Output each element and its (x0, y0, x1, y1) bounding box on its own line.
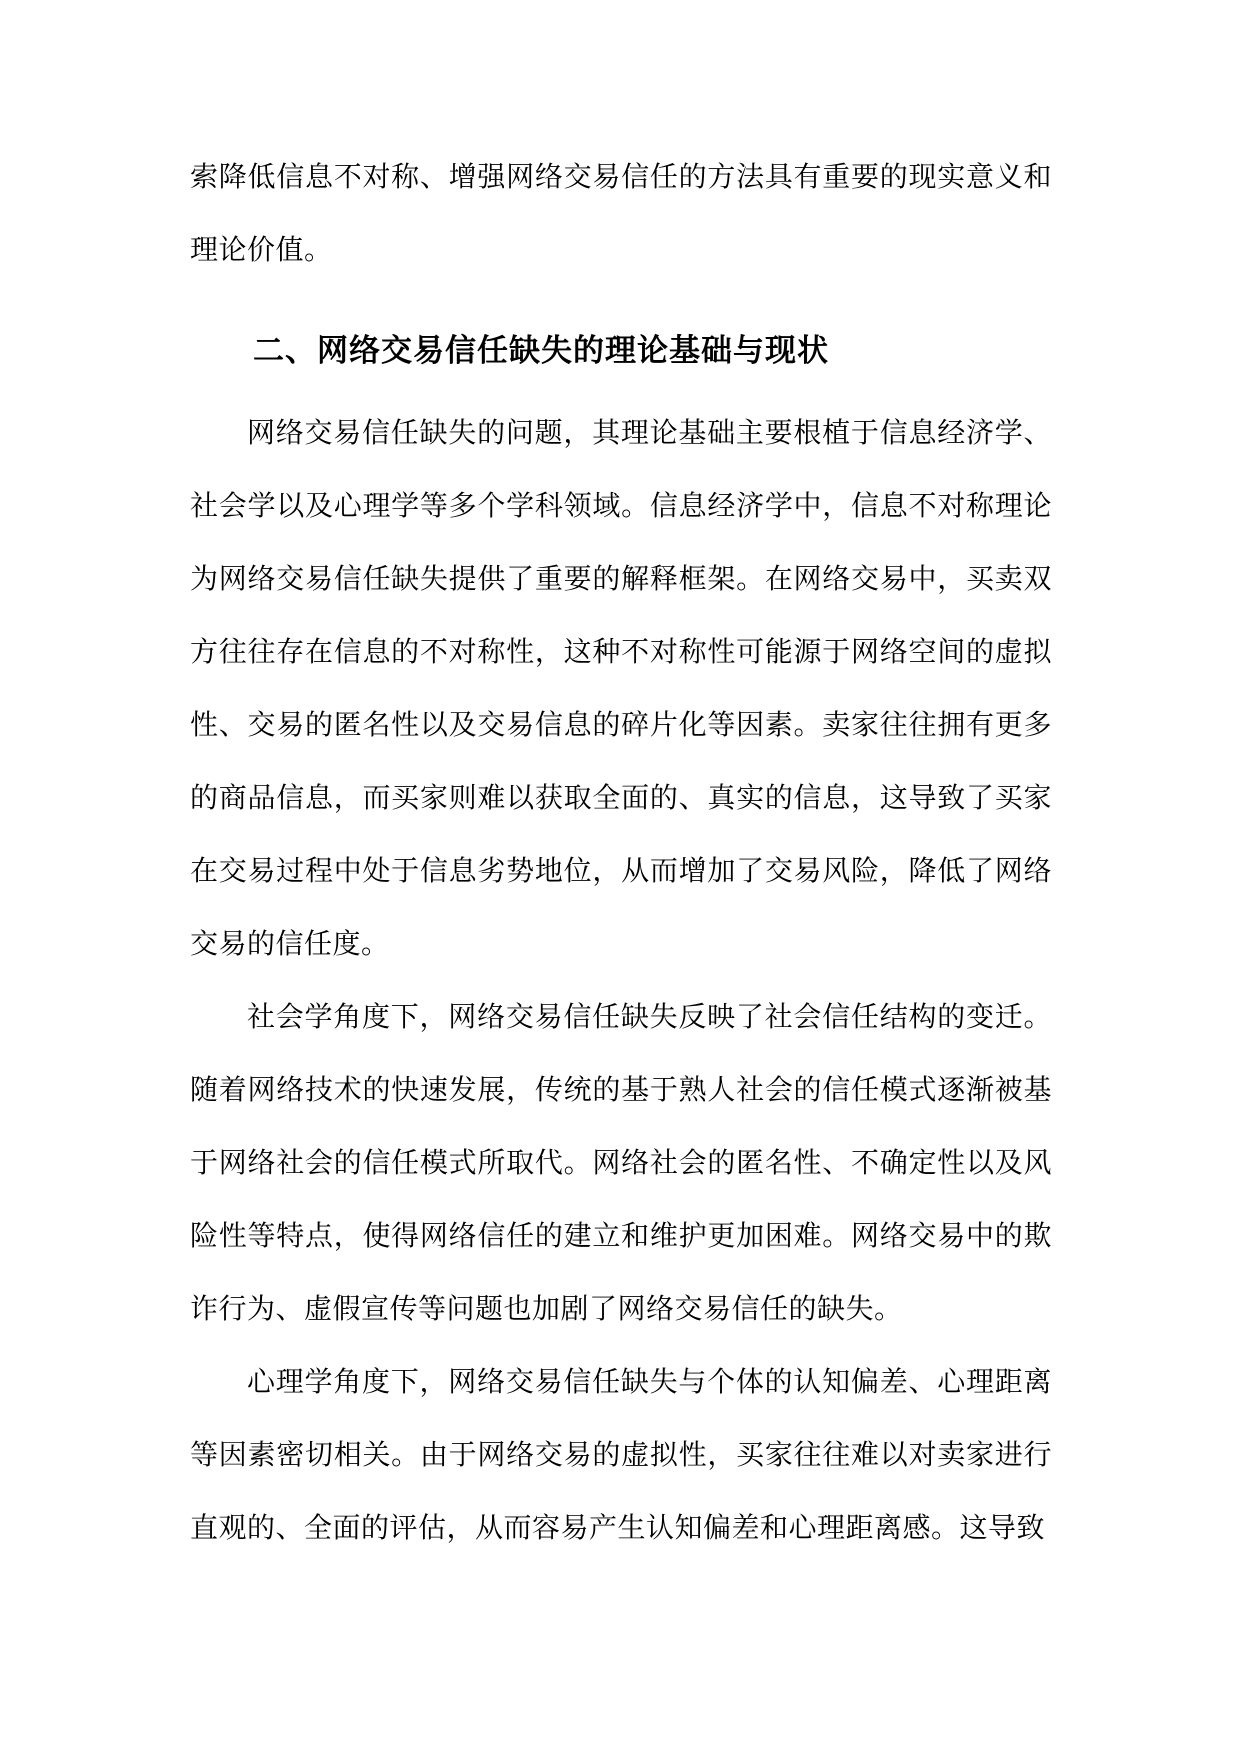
continuation-paragraph: 索降低信息不对称、增强网络交易信任的方法具有重要的现实意义和理论价值。 (190, 160, 1052, 266)
document-body (190, 140, 1052, 1564)
body-paragraph-2: 社会学角度下，网络交易信任缺失反映了社会信任结构的变迁。随着网络技术的快速发展，传统的基于熟人社会的信任模式逐渐被基于网络社会的信任模式所取代。网络社会的匿名性、不确定性以及风险性等特点，使得网络信任的建立和维护更加困难。网络交易中的欺诈行为、虚假宣传等问题也加剧了网络交易信任的缺失。 (190, 1000, 1052, 1325)
section-heading: 二、网络交易信任缺失的理论基础与现状 (253, 333, 829, 369)
body-paragraph-3: 心理学角度下，网络交易信任缺失与个体的认知偏差、心理距离等因素密切相关。由于网络交易的虚拟性，买家往往难以对卖家进行直观的、全面的评估，从而容易产生认知偏差和心理距离感。这导致 (190, 1365, 1052, 1544)
body-paragraph-1: 网络交易信任缺失的问题，其理论基础主要根植于信息经济学、社会学以及心理学等多个学科领域。信息经济学中，信息不对称理论为网络交易信任缺失提供了重要的解释框架。在网络交易中，买卖双方往往存在信息的不对称性，这种不对称性可能源于网络空间的虚拟性、交易的匿名性以及交易信息的碎片化等因素。卖家往往拥有更多的商品信息，而买家则难以获取全面的、真实的信息，这导致了买家在交易过程中处于信息劣势地位，从而增加了交易风险，降低了网络交易的信任度。 (190, 416, 1052, 960)
